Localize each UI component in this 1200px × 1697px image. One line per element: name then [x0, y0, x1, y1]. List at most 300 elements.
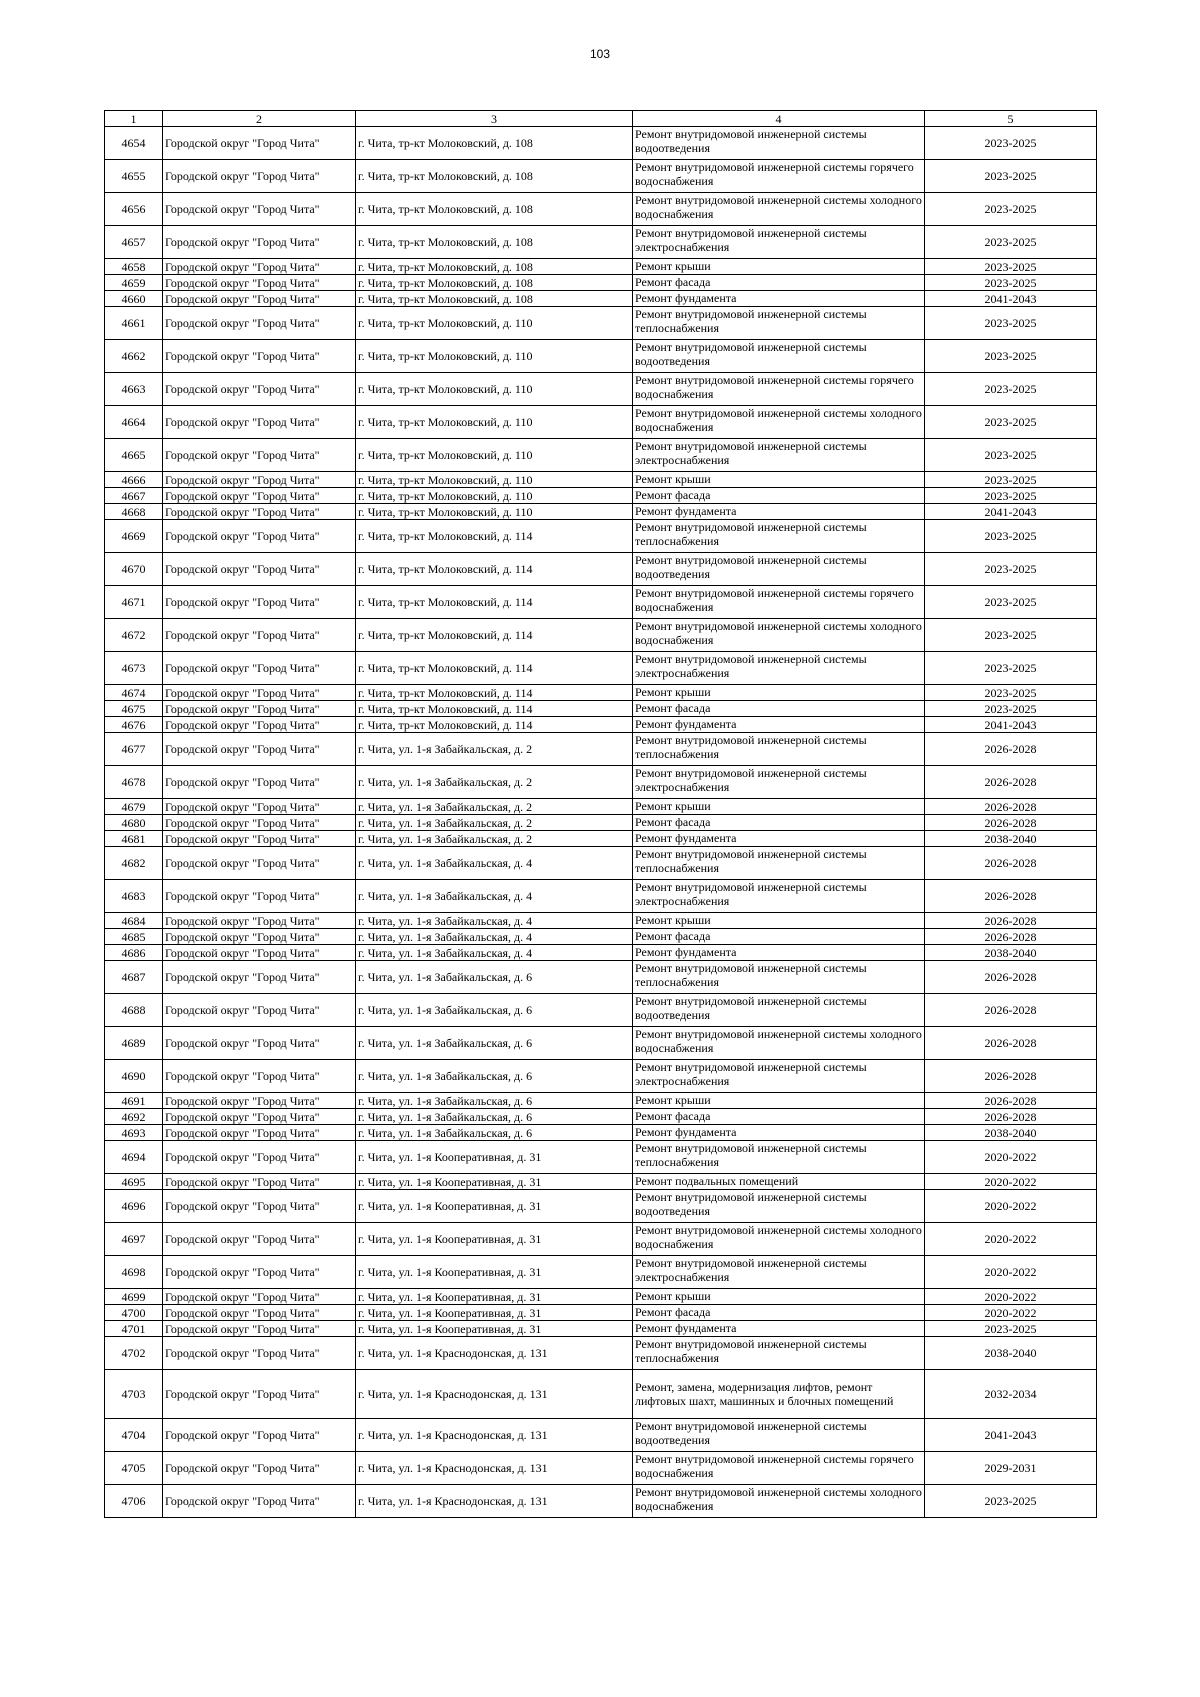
address-cell: г. Чита, ул. 1-я Краснодонская, д. 131 [356, 1452, 633, 1485]
work-type-cell: Ремонт фасада [633, 1109, 925, 1125]
work-type-cell: Ремонт фундамента [633, 1321, 925, 1337]
address-cell: г. Чита, тр-кт Молоковский, д. 108 [356, 226, 633, 259]
table-row [105, 586, 1097, 619]
row-number-cell: 4706 [105, 1485, 163, 1518]
municipality-cell: Городской округ "Город Чита" [163, 1190, 356, 1223]
work-type-cell: Ремонт фундамента [633, 291, 925, 307]
work-type-cell: Ремонт фасада [633, 701, 925, 717]
work-type-cell: Ремонт внутридомовой инженерной системы холодного водоснабжения [633, 1027, 925, 1060]
municipality-cell: Городской округ "Город Чита" [163, 1060, 356, 1093]
page-number: 103 [589, 47, 611, 61]
row-number-cell: 4666 [105, 472, 163, 488]
municipality-cell: Городской округ "Город Чита" [163, 291, 356, 307]
address-cell: г. Чита, ул. 1-я Кооперативная, д. 31 [356, 1289, 633, 1305]
row-number-cell: 4668 [105, 504, 163, 520]
municipality-cell: Городской округ "Город Чита" [163, 340, 356, 373]
address-cell: г. Чита, ул. 1-я Краснодонская, д. 131 [356, 1370, 633, 1419]
period-cell: 2026-2028 [925, 733, 1097, 766]
row-number-cell: 4659 [105, 275, 163, 291]
address-cell: г. Чита, ул. 1-я Забайкальская, д. 6 [356, 1093, 633, 1109]
municipality-cell: Городской округ "Город Чита" [163, 520, 356, 553]
row-number-cell: 4672 [105, 619, 163, 652]
municipality-cell: Городской округ "Город Чита" [163, 586, 356, 619]
address-cell: г. Чита, тр-кт Молоковский, д. 110 [356, 439, 633, 472]
municipality-cell: Городской округ "Город Чита" [163, 815, 356, 831]
period-cell: 2041-2043 [925, 717, 1097, 733]
table-row [105, 766, 1097, 799]
work-type-cell: Ремонт внутридомовой инженерной системы электроснабжения [633, 226, 925, 259]
address-cell: г. Чита, ул. 1-я Краснодонская, д. 131 [356, 1337, 633, 1370]
municipality-cell: Городской округ "Город Чита" [163, 929, 356, 945]
address-cell: г. Чита, тр-кт Молоковский, д. 114 [356, 553, 633, 586]
municipality-cell: Городской округ "Город Чита" [163, 1174, 356, 1190]
period-cell: 2023-2025 [925, 275, 1097, 291]
address-cell: г. Чита, ул. 1-я Забайкальская, д. 4 [356, 913, 633, 929]
municipality-cell: Городской округ "Город Чита" [163, 799, 356, 815]
municipality-cell: Городской округ "Город Чита" [163, 1289, 356, 1305]
work-type-cell: Ремонт внутридомовой инженерной системы горячего водоснабжения [633, 373, 925, 406]
period-cell: 2038-2040 [925, 1337, 1097, 1370]
table-row [105, 994, 1097, 1027]
row-number-cell: 4661 [105, 307, 163, 340]
municipality-cell: Городской округ "Город Чита" [163, 652, 356, 685]
municipality-cell: Городской округ "Город Чита" [163, 307, 356, 340]
row-number-cell: 4673 [105, 652, 163, 685]
municipality-cell: Городской округ "Город Чита" [163, 831, 356, 847]
municipality-cell: Городской округ "Город Чита" [163, 127, 356, 160]
table-row [105, 880, 1097, 913]
row-number-cell: 4669 [105, 520, 163, 553]
table-row [105, 193, 1097, 226]
address-cell: г. Чита, тр-кт Молоковский, д. 114 [356, 586, 633, 619]
table-row [105, 1485, 1097, 1518]
row-number-cell: 4686 [105, 945, 163, 961]
address-cell: г. Чита, тр-кт Молоковский, д. 114 [356, 685, 633, 701]
table-row [105, 472, 1097, 488]
work-type-cell: Ремонт внутридомовой инженерной системы теплоснабжения [633, 520, 925, 553]
work-type-cell: Ремонт крыши [633, 1093, 925, 1109]
row-number-cell: 4691 [105, 1093, 163, 1109]
period-cell: 2026-2028 [925, 799, 1097, 815]
table-row [105, 259, 1097, 275]
work-type-cell: Ремонт внутридомовой инженерной системы холодного водоснабжения [633, 1485, 925, 1518]
capital-repair-table [104, 110, 1097, 1518]
period-cell: 2032-2034 [925, 1370, 1097, 1419]
municipality-cell: Городской округ "Город Чита" [163, 766, 356, 799]
column-header: 4 [633, 111, 925, 127]
period-cell: 2020-2022 [925, 1190, 1097, 1223]
row-number-cell: 4678 [105, 766, 163, 799]
period-cell: 2020-2022 [925, 1289, 1097, 1305]
column-header: 1 [105, 111, 163, 127]
address-cell: г. Чита, ул. 1-я Забайкальская, д. 2 [356, 831, 633, 847]
row-number-cell: 4657 [105, 226, 163, 259]
table-row [105, 733, 1097, 766]
table-row [105, 701, 1097, 717]
row-number-cell: 4685 [105, 929, 163, 945]
work-type-cell: Ремонт внутридомовой инженерной системы теплоснабжения [633, 1337, 925, 1370]
table-row [105, 1027, 1097, 1060]
table-row [105, 945, 1097, 961]
address-cell: г. Чита, тр-кт Молоковский, д. 108 [356, 275, 633, 291]
row-number-cell: 4664 [105, 406, 163, 439]
address-cell: г. Чита, тр-кт Молоковский, д. 114 [356, 520, 633, 553]
row-number-cell: 4698 [105, 1256, 163, 1289]
table-row [105, 406, 1097, 439]
table-row [105, 291, 1097, 307]
municipality-cell: Городской округ "Город Чита" [163, 685, 356, 701]
municipality-cell: Городской округ "Город Чита" [163, 373, 356, 406]
table-row [105, 815, 1097, 831]
municipality-cell: Городской округ "Город Чита" [163, 1125, 356, 1141]
row-number-cell: 4656 [105, 193, 163, 226]
period-cell: 2029-2031 [925, 1452, 1097, 1485]
address-cell: г. Чита, ул. 1-я Забайкальская, д. 2 [356, 766, 633, 799]
municipality-cell: Городской округ "Город Чита" [163, 488, 356, 504]
row-number-cell: 4663 [105, 373, 163, 406]
municipality-cell: Городской округ "Город Чита" [163, 1027, 356, 1060]
period-cell: 2023-2025 [925, 1485, 1097, 1518]
table-row [105, 127, 1097, 160]
address-cell: г. Чита, ул. 1-я Кооперативная, д. 31 [356, 1321, 633, 1337]
column-header: 5 [925, 111, 1097, 127]
row-number-cell: 4693 [105, 1125, 163, 1141]
period-cell: 2023-2025 [925, 160, 1097, 193]
period-cell: 2026-2028 [925, 961, 1097, 994]
period-cell: 2023-2025 [925, 685, 1097, 701]
municipality-cell: Городской округ "Город Чита" [163, 1485, 356, 1518]
row-number-cell: 4704 [105, 1419, 163, 1452]
municipality-cell: Городской округ "Город Чита" [163, 1321, 356, 1337]
table-row [105, 1141, 1097, 1174]
address-cell: г. Чита, ул. 1-я Забайкальская, д. 2 [356, 733, 633, 766]
table-row [105, 1174, 1097, 1190]
municipality-cell: Городской округ "Город Чита" [163, 619, 356, 652]
municipality-cell: Городской округ "Город Чита" [163, 1452, 356, 1485]
row-number-cell: 4680 [105, 815, 163, 831]
address-cell: г. Чита, ул. 1-я Забайкальская, д. 6 [356, 1027, 633, 1060]
table-row [105, 1223, 1097, 1256]
work-type-cell: Ремонт внутридомовой инженерной системы холодного водоснабжения [633, 406, 925, 439]
work-type-cell: Ремонт фундамента [633, 1125, 925, 1141]
municipality-cell: Городской округ "Город Чита" [163, 406, 356, 439]
work-type-cell: Ремонт внутридомовой инженерной системы холодного водоснабжения [633, 619, 925, 652]
municipality-cell: Городской округ "Город Чита" [163, 701, 356, 717]
work-type-cell: Ремонт крыши [633, 1289, 925, 1305]
period-cell: 2023-2025 [925, 701, 1097, 717]
address-cell: г. Чита, ул. 1-я Кооперативная, д. 31 [356, 1141, 633, 1174]
work-type-cell: Ремонт внутридомовой инженерной системы водоотведения [633, 1190, 925, 1223]
table-row [105, 504, 1097, 520]
row-number-cell: 4665 [105, 439, 163, 472]
address-cell: г. Чита, тр-кт Молоковский, д. 110 [356, 504, 633, 520]
address-cell: г. Чита, тр-кт Молоковский, д. 110 [356, 373, 633, 406]
work-type-cell: Ремонт фасада [633, 929, 925, 945]
work-type-cell: Ремонт внутридомовой инженерной системы холодного водоснабжения [633, 1223, 925, 1256]
row-number-cell: 4675 [105, 701, 163, 717]
address-cell: г. Чита, ул. 1-я Кооперативная, д. 31 [356, 1174, 633, 1190]
address-cell: г. Чита, тр-кт Молоковский, д. 108 [356, 259, 633, 275]
period-cell: 2023-2025 [925, 406, 1097, 439]
row-number-cell: 4682 [105, 847, 163, 880]
row-number-cell: 4684 [105, 913, 163, 929]
address-cell: г. Чита, ул. 1-я Забайкальская, д. 6 [356, 1125, 633, 1141]
work-type-cell: Ремонт внутридомовой инженерной системы водоотведения [633, 1419, 925, 1452]
municipality-cell: Городской округ "Город Чита" [163, 226, 356, 259]
table-row [105, 619, 1097, 652]
table-row [105, 652, 1097, 685]
period-cell: 2026-2028 [925, 1060, 1097, 1093]
municipality-cell: Городской округ "Город Чита" [163, 439, 356, 472]
work-type-cell: Ремонт фундамента [633, 717, 925, 733]
municipality-cell: Городской округ "Город Чита" [163, 717, 356, 733]
period-cell: 2023-2025 [925, 226, 1097, 259]
table-body [105, 127, 1097, 1518]
row-number-cell: 4677 [105, 733, 163, 766]
address-cell: г. Чита, тр-кт Молоковский, д. 110 [356, 307, 633, 340]
work-type-cell: Ремонт фасада [633, 488, 925, 504]
work-type-cell: Ремонт, замена, модернизация лифтов, ремонт лифтовых шахт, машинных и блочных помещений [633, 1370, 925, 1419]
period-cell: 2023-2025 [925, 652, 1097, 685]
municipality-cell: Городской округ "Город Чита" [163, 733, 356, 766]
period-cell: 2023-2025 [925, 340, 1097, 373]
table-row [105, 1452, 1097, 1485]
municipality-cell: Городской округ "Город Чита" [163, 1223, 356, 1256]
table-row [105, 488, 1097, 504]
table-row [105, 307, 1097, 340]
municipality-cell: Городской округ "Город Чита" [163, 1256, 356, 1289]
period-cell: 2023-2025 [925, 373, 1097, 406]
work-type-cell: Ремонт фундамента [633, 831, 925, 847]
address-cell: г. Чита, ул. 1-я Забайкальская, д. 6 [356, 1109, 633, 1125]
table-row [105, 1256, 1097, 1289]
row-number-cell: 4703 [105, 1370, 163, 1419]
work-type-cell: Ремонт фасада [633, 1305, 925, 1321]
table-row [105, 1093, 1097, 1109]
municipality-cell: Городской округ "Город Чита" [163, 1337, 356, 1370]
row-number-cell: 4690 [105, 1060, 163, 1093]
address-cell: г. Чита, тр-кт Молоковский, д. 110 [356, 340, 633, 373]
work-type-cell: Ремонт внутридомовой инженерной системы водоотведения [633, 994, 925, 1027]
period-cell: 2023-2025 [925, 307, 1097, 340]
work-type-cell: Ремонт внутридомовой инженерной системы электроснабжения [633, 766, 925, 799]
address-cell: г. Чита, тр-кт Молоковский, д. 114 [356, 619, 633, 652]
table-row [105, 553, 1097, 586]
row-number-cell: 4687 [105, 961, 163, 994]
period-cell: 2026-2028 [925, 1109, 1097, 1125]
row-number-cell: 4700 [105, 1305, 163, 1321]
period-cell: 2026-2028 [925, 815, 1097, 831]
work-type-cell: Ремонт внутридомовой инженерной системы электроснабжения [633, 652, 925, 685]
work-type-cell: Ремонт подвальных помещений [633, 1174, 925, 1190]
address-cell: г. Чита, ул. 1-я Забайкальская, д. 6 [356, 1060, 633, 1093]
period-cell: 2041-2043 [925, 1419, 1097, 1452]
municipality-cell: Городской округ "Город Чита" [163, 945, 356, 961]
municipality-cell: Городской округ "Город Чита" [163, 1305, 356, 1321]
table-row [105, 275, 1097, 291]
work-type-cell: Ремонт внутридомовой инженерной системы горячего водоснабжения [633, 160, 925, 193]
table-row [105, 1321, 1097, 1337]
work-type-cell: Ремонт фундамента [633, 504, 925, 520]
period-cell: 2041-2043 [925, 504, 1097, 520]
municipality-cell: Городской округ "Город Чита" [163, 553, 356, 586]
table-row [105, 847, 1097, 880]
period-cell: 2023-2025 [925, 488, 1097, 504]
work-type-cell: Ремонт внутридомовой инженерной системы теплоснабжения [633, 733, 925, 766]
row-number-cell: 4660 [105, 291, 163, 307]
address-cell: г. Чита, тр-кт Молоковский, д. 110 [356, 472, 633, 488]
row-number-cell: 4697 [105, 1223, 163, 1256]
table-row [105, 961, 1097, 994]
work-type-cell: Ремонт внутридомовой инженерной системы электроснабжения [633, 439, 925, 472]
work-type-cell: Ремонт внутридомовой инженерной системы водоотведения [633, 340, 925, 373]
address-cell: г. Чита, тр-кт Молоковский, д. 114 [356, 701, 633, 717]
municipality-cell: Городской округ "Город Чита" [163, 913, 356, 929]
period-cell: 2026-2028 [925, 880, 1097, 913]
period-cell: 2020-2022 [925, 1174, 1097, 1190]
row-number-cell: 4688 [105, 994, 163, 1027]
address-cell: г. Чита, ул. 1-я Забайкальская, д. 4 [356, 929, 633, 945]
table-row [105, 1190, 1097, 1223]
work-type-cell: Ремонт фасада [633, 275, 925, 291]
period-cell: 2020-2022 [925, 1223, 1097, 1256]
row-number-cell: 4705 [105, 1452, 163, 1485]
table-row [105, 439, 1097, 472]
period-cell: 2023-2025 [925, 472, 1097, 488]
work-type-cell: Ремонт фасада [633, 815, 925, 831]
work-type-cell: Ремонт внутридомовой инженерной системы теплоснабжения [633, 847, 925, 880]
period-cell: 2038-2040 [925, 1125, 1097, 1141]
table-row [105, 831, 1097, 847]
row-number-cell: 4670 [105, 553, 163, 586]
table-row [105, 685, 1097, 701]
address-cell: г. Чита, ул. 1-я Кооперативная, д. 31 [356, 1190, 633, 1223]
municipality-cell: Городской округ "Город Чита" [163, 259, 356, 275]
address-cell: г. Чита, ул. 1-я Кооперативная, д. 31 [356, 1223, 633, 1256]
address-cell: г. Чита, ул. 1-я Забайкальская, д. 6 [356, 994, 633, 1027]
table-row [105, 1289, 1097, 1305]
address-cell: г. Чита, тр-кт Молоковский, д. 108 [356, 127, 633, 160]
period-cell: 2026-2028 [925, 847, 1097, 880]
row-number-cell: 4667 [105, 488, 163, 504]
work-type-cell: Ремонт внутридомовой инженерной системы теплоснабжения [633, 1141, 925, 1174]
work-type-cell: Ремонт крыши [633, 913, 925, 929]
period-cell: 2020-2022 [925, 1141, 1097, 1174]
work-type-cell: Ремонт внутридомовой инженерной системы холодного водоснабжения [633, 193, 925, 226]
address-cell: г. Чита, ул. 1-я Забайкальская, д. 2 [356, 799, 633, 815]
table-row [105, 799, 1097, 815]
period-cell: 2026-2028 [925, 1093, 1097, 1109]
period-cell: 2020-2022 [925, 1256, 1097, 1289]
table-row [105, 1337, 1097, 1370]
table-row [105, 929, 1097, 945]
address-cell: г. Чита, ул. 1-я Забайкальская, д. 4 [356, 880, 633, 913]
municipality-cell: Городской округ "Город Чита" [163, 1141, 356, 1174]
address-cell: г. Чита, тр-кт Молоковский, д. 110 [356, 488, 633, 504]
address-cell: г. Чита, тр-кт Молоковский, д. 114 [356, 652, 633, 685]
row-number-cell: 4699 [105, 1289, 163, 1305]
work-type-cell: Ремонт внутридомовой инженерной системы горячего водоснабжения [633, 1452, 925, 1485]
table-row [105, 340, 1097, 373]
address-cell: г. Чита, тр-кт Молоковский, д. 108 [356, 291, 633, 307]
period-cell: 2026-2028 [925, 929, 1097, 945]
address-cell: г. Чита, ул. 1-я Краснодонская, д. 131 [356, 1419, 633, 1452]
address-cell: г. Чита, ул. 1-я Забайкальская, д. 6 [356, 961, 633, 994]
municipality-cell: Городской округ "Город Чита" [163, 193, 356, 226]
table-row [105, 1419, 1097, 1452]
municipality-cell: Городской округ "Город Чита" [163, 275, 356, 291]
address-cell: г. Чита, ул. 1-я Забайкальская, д. 2 [356, 815, 633, 831]
row-number-cell: 4694 [105, 1141, 163, 1174]
municipality-cell: Городской округ "Город Чита" [163, 847, 356, 880]
address-cell: г. Чита, ул. 1-я Кооперативная, д. 31 [356, 1305, 633, 1321]
address-cell: г. Чита, тр-кт Молоковский, д. 110 [356, 406, 633, 439]
municipality-cell: Городской округ "Город Чита" [163, 1109, 356, 1125]
work-type-cell: Ремонт внутридомовой инженерной системы электроснабжения [633, 880, 925, 913]
municipality-cell: Городской округ "Город Чита" [163, 1419, 356, 1452]
table-row [105, 160, 1097, 193]
work-type-cell: Ремонт фундамента [633, 945, 925, 961]
period-cell: 2020-2022 [925, 1305, 1097, 1321]
row-number-cell: 4658 [105, 259, 163, 275]
period-cell: 2038-2040 [925, 945, 1097, 961]
address-cell: г. Чита, ул. 1-я Забайкальская, д. 4 [356, 945, 633, 961]
row-number-cell: 4655 [105, 160, 163, 193]
period-cell: 2038-2040 [925, 831, 1097, 847]
table-row [105, 1305, 1097, 1321]
table-row [105, 226, 1097, 259]
column-header: 3 [356, 111, 633, 127]
address-cell: г. Чита, тр-кт Молоковский, д. 108 [356, 193, 633, 226]
work-type-cell: Ремонт внутридомовой инженерной системы водоотведения [633, 553, 925, 586]
address-cell: г. Чита, тр-кт Молоковский, д. 114 [356, 717, 633, 733]
table-row [105, 1125, 1097, 1141]
work-type-cell: Ремонт внутридомовой инженерной системы горячего водоснабжения [633, 586, 925, 619]
period-cell: 2026-2028 [925, 913, 1097, 929]
municipality-cell: Городской округ "Город Чита" [163, 1093, 356, 1109]
row-number-cell: 4681 [105, 831, 163, 847]
municipality-cell: Городской округ "Город Чита" [163, 961, 356, 994]
row-number-cell: 4701 [105, 1321, 163, 1337]
municipality-cell: Городской округ "Город Чита" [163, 504, 356, 520]
period-cell: 2023-2025 [925, 439, 1097, 472]
work-type-cell: Ремонт крыши [633, 259, 925, 275]
row-number-cell: 4654 [105, 127, 163, 160]
work-type-cell: Ремонт внутридомовой инженерной системы теплоснабжения [633, 307, 925, 340]
row-number-cell: 4692 [105, 1109, 163, 1125]
work-type-cell: Ремонт крыши [633, 799, 925, 815]
period-cell: 2026-2028 [925, 1027, 1097, 1060]
period-cell: 2023-2025 [925, 127, 1097, 160]
row-number-cell: 4674 [105, 685, 163, 701]
municipality-cell: Городской округ "Город Чита" [163, 160, 356, 193]
row-number-cell: 4676 [105, 717, 163, 733]
address-cell: г. Чита, ул. 1-я Кооперативная, д. 31 [356, 1256, 633, 1289]
municipality-cell: Городской округ "Город Чита" [163, 880, 356, 913]
period-cell: 2023-2025 [925, 619, 1097, 652]
period-cell: 2023-2025 [925, 586, 1097, 619]
row-number-cell: 4695 [105, 1174, 163, 1190]
period-cell: 2026-2028 [925, 766, 1097, 799]
address-cell: г. Чита, тр-кт Молоковский, д. 108 [356, 160, 633, 193]
period-cell: 2023-2025 [925, 520, 1097, 553]
period-cell: 2023-2025 [925, 193, 1097, 226]
table-row [105, 1370, 1097, 1419]
work-type-cell: Ремонт внутридомовой инженерной системы электроснабжения [633, 1060, 925, 1093]
table-row [105, 717, 1097, 733]
municipality-cell: Городской округ "Город Чита" [163, 472, 356, 488]
period-cell: 2023-2025 [925, 553, 1097, 586]
